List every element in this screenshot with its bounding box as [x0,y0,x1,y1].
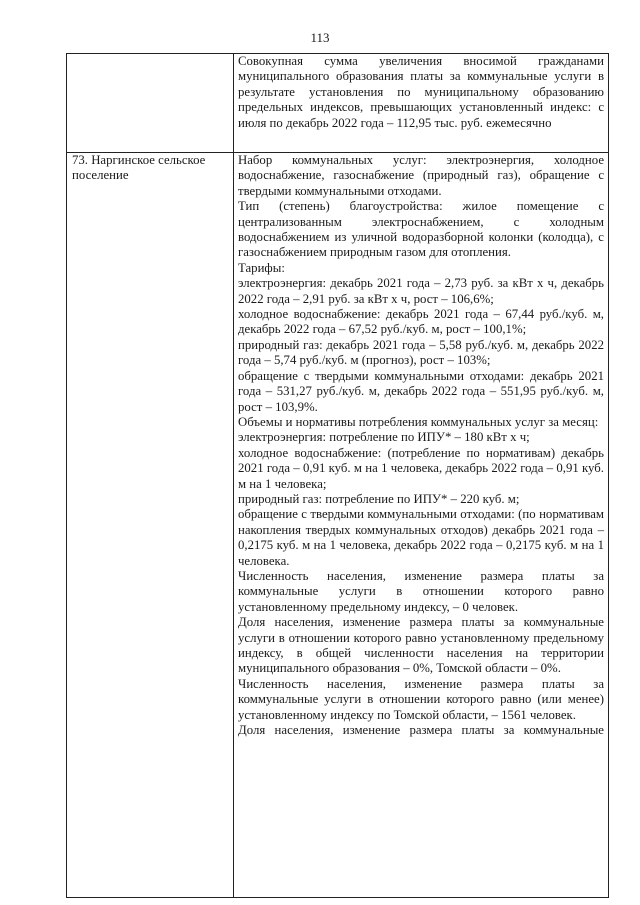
paragraph-volume-waste: обращение с твердыми коммунальными отходами: (по нормативам накопления твердых коммунальных отходов) декабрь 2021 года – 0,2175 куб. м на 1 человека, декабрь 2022 года – 0,2175 куб. м на 1 человека. [238,507,604,568]
municipality-cell [67,54,234,153]
paragraph-population-count-index: Численность населения, изменение размера платы за коммунальные услуги в отношении которого равно (или менее) установленному индексу по Томской области, – 1561 человек. [238,676,604,722]
paragraph-total-increase: Совокупная сумма увеличения вносимой гражданами муниципального образования платы за коммунальные услуги в результате установления по муниципальному образованию предельных индексов, превышающих установленный индекс: с июля по декабрь 2022 года – 112,95 тыс. руб. ежемесячно [238,54,604,130]
paragraph-population-count-limit: Численность населения, изменение размера платы за коммунальные услуги в отношении которого равно установленному предельному индексу, – 0 человек. [238,568,604,614]
paragraph-tariff-waste: обращение с твердыми коммунальными отходами: декабрь 2021 года – 531,27 руб./куб. м, декабрь 2022 года – 551,95 руб./куб. м, рост – 103,9%. [238,368,604,414]
details-cell [234,54,609,153]
paragraph-volume-cold-water: холодное водоснабжение: (потребление по нормативам) декабрь 2021 года – 0,91 куб. м на 1 человека, декабрь 2022 года – 0,91 куб. м на 1 человека; [238,445,604,491]
paragraph-volumes-heading: Объемы и нормативы потребления коммунальных услуг за месяц: [238,414,599,429]
paragraph-volume-gas: природный газ: потребление по ИПУ* – 220 куб. м; [238,491,520,506]
table-row [67,54,609,153]
details-cell [234,153,609,898]
paragraph-tariff-cold-water: холодное водоснабжение: декабрь 2021 года – 67,44 руб./куб. м, декабрь 2022 года – 67,52 руб./куб. м, рост – 100,1%; [238,307,604,337]
paragraph-population-share-index: Доля населения, изменение размера платы за коммунальные [238,723,604,738]
page-number: 113 [310,30,330,45]
municipality-cell [67,153,234,898]
paragraph-tariff-electricity: электроэнергия: декабрь 2021 года – 2,73 руб. за кВт х ч, декабрь 2022 года – 2,91 руб. за кВт х ч, рост – 106,6%; [238,276,604,306]
paragraph-services-set: Набор коммунальных услуг: электроэнергия, холодное водоснабжение, газоснабжение (природный газ), обращение с твердыми коммунальными отходами. [238,153,604,198]
paragraph-tariffs-heading: Тарифы: [238,260,285,275]
paragraph-comfort-type: Тип (степень) благоустройства: жилое помещение с централизованным электроснабжением, с холодным водоснабжением из уличной водоразборной колонки (колодца), с газоснабжением природным газом для отопления. [238,199,604,260]
municipality-name: 73. Наргинское сельское поселение [72,153,206,183]
paragraph-volume-electricity: электроэнергия: потребление по ИПУ* – 180 кВт х ч; [238,430,530,445]
table-row [67,153,609,898]
paragraph-population-share-limit: Доля населения, изменение размера платы за коммунальные услуги в отношении которого равно установленному предельному индексу, в общей численности населения на территории муниципального образования – 0%, Томской области – 0%. [238,615,604,676]
tariff-table [66,53,609,898]
paragraph-tariff-gas: природный газ: декабрь 2021 года – 5,58 руб./куб. м, декабрь 2022 года – 5,74 руб./куб. м (прогноз), рост – 103%; [238,337,604,368]
